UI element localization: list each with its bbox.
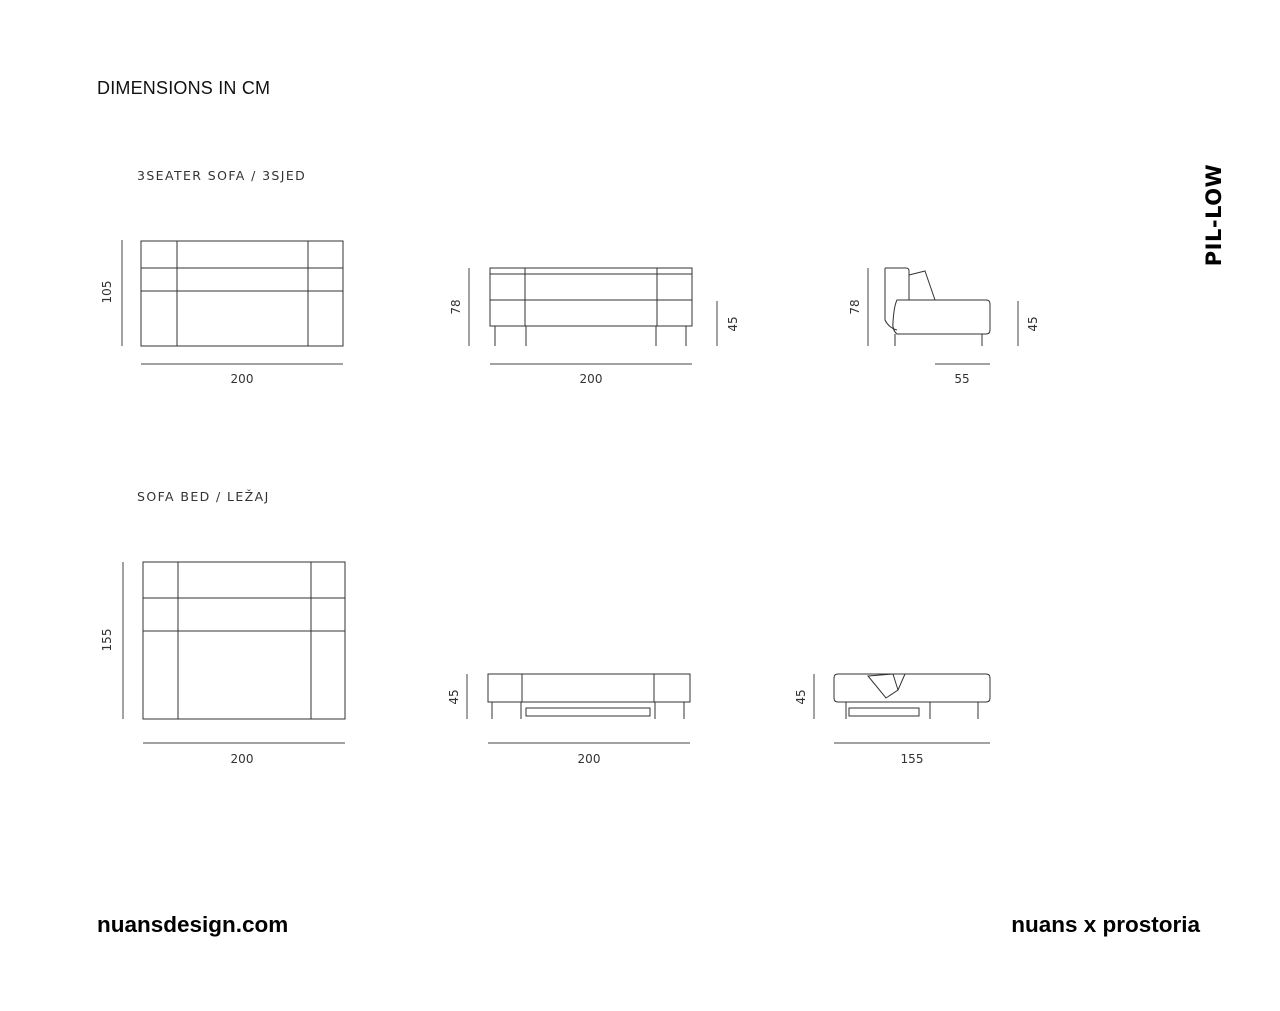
sofa-bed-side-width-label: 155 (900, 752, 924, 766)
sofa-bed-side-height-label: 45 (794, 689, 808, 705)
sofa-top-view (141, 241, 343, 346)
section-title-sofa: 3SEATER SOFA / 3SJED (137, 168, 307, 183)
website-link[interactable]: nuansdesign.com (97, 912, 289, 937)
sofa-bed-front-width-label: 200 (577, 752, 601, 766)
sofa-front-seat-label: 45 (726, 316, 740, 332)
sofa-front-width-label: 200 (579, 372, 603, 386)
section-title-sofa-bed: SOFA BED / LEŽAJ (137, 489, 270, 504)
sofa-side-seat-label: 45 (1026, 316, 1040, 332)
sofa-side-width-label: 55 (954, 372, 970, 386)
sofa-top-depth-label: 105 (100, 280, 114, 304)
sofa-bed-front-view (488, 674, 690, 719)
sofa-side-view (885, 268, 990, 346)
sofa-bed-top-view (143, 562, 345, 719)
sofa-top-width-label: 200 (230, 372, 254, 386)
sofa-bed-side-view (834, 674, 990, 719)
sofa-bed-top-depth-label: 155 (100, 628, 114, 652)
sofa-bed-top-width-label: 200 (230, 752, 254, 766)
sofa-side-height-label: 78 (848, 299, 862, 315)
product-name: PIL-LOW (1202, 163, 1226, 267)
sofa-front-height-label: 78 (449, 299, 463, 315)
sofa-front-view (490, 268, 692, 346)
sofa-bed-front-height-label: 45 (447, 689, 461, 705)
brand-name: nuans x prostoria (1011, 912, 1200, 937)
page-title: DIMENSIONS IN CM (97, 78, 271, 98)
